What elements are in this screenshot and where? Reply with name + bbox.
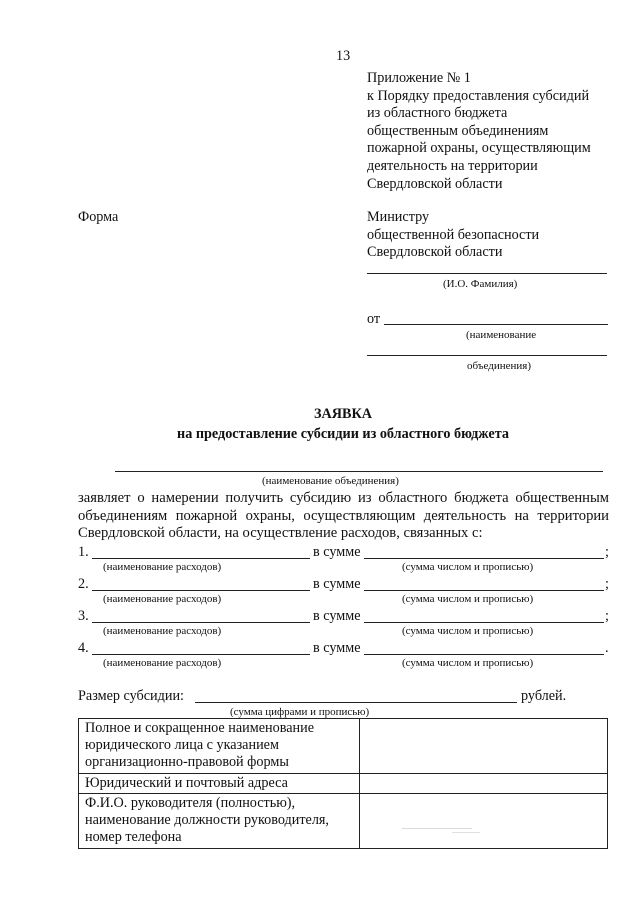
minister-name-line[interactable] (367, 273, 607, 274)
expense-number: 2. (78, 576, 89, 592)
expense-number: 4. (78, 640, 89, 656)
expense-sum-line[interactable] (364, 654, 604, 655)
expense-name-line[interactable] (92, 558, 310, 559)
addressee-block (367, 209, 539, 262)
expense-name-caption: (наименование расходов) (103, 657, 222, 669)
appendix-line: Свердловской области (367, 175, 503, 192)
addressee-line: Министру (367, 209, 430, 225)
sum-label: в сумме (313, 544, 361, 560)
row-value[interactable] (360, 774, 608, 794)
scan-noise (402, 828, 472, 829)
appendix-line: Приложение № 1 (367, 70, 471, 86)
row-end: ; (605, 608, 609, 624)
expense-name-caption: (наименование расходов) (103, 625, 222, 637)
expense-name-line[interactable] (92, 654, 310, 655)
row-end: . (605, 640, 609, 656)
expense-sum-caption: (сумма числом и прописью) (402, 561, 534, 573)
table-row (79, 794, 608, 849)
expense-sum-line[interactable] (364, 590, 604, 591)
row-value[interactable] (360, 794, 608, 849)
row-value[interactable] (360, 719, 608, 774)
subsidy-amount-line[interactable] (195, 702, 517, 703)
subsidy-label: Размер субсидии: (78, 688, 184, 704)
sum-label: в сумме (313, 576, 361, 592)
expense-sum-line[interactable] (364, 622, 604, 623)
expense-name-line[interactable] (92, 622, 310, 623)
form-label: Форма (78, 209, 119, 225)
sum-label: в сумме (313, 608, 361, 624)
row-label: Юридический и почтовый адреса (79, 774, 360, 794)
sum-label: в сумме (313, 640, 361, 656)
appendix-line: к Порядку предоставления субсидий (367, 87, 590, 104)
appendix-line: общественным объединениям (367, 122, 549, 139)
appendix-line: деятельность на территории (367, 157, 538, 174)
addressee-line: общественной безопасности (367, 226, 540, 243)
expense-sum-caption: (сумма числом и прописью) (402, 593, 534, 605)
document-title: ЗАЯВКА (314, 406, 372, 422)
appendix-line: из областного бюджета (367, 105, 508, 122)
row-end: ; (605, 576, 609, 592)
organization-info-table (78, 718, 608, 849)
subsidy-caption: (сумма цифрами и прописью) (230, 706, 370, 718)
appendix-line: пожарной охраны, осуществляющим (367, 140, 591, 157)
body-text: заявляет о намерении получить субсидию из областного бюджета общественным объединениям пожарной охраны, осуществляющим деятельность на территории Свердловской области, на осуществление расходов, связанных с: (78, 490, 609, 542)
expense-number: 1. (78, 544, 89, 560)
association-name-line[interactable] (115, 471, 603, 472)
expense-name-caption: (наименование расходов) (103, 593, 222, 605)
row-end: ; (605, 544, 609, 560)
name-caption: (И.О. Фамилия) (443, 278, 518, 290)
expense-name-caption: (наименование расходов) (103, 561, 222, 573)
appendix-block (367, 70, 591, 193)
row-label: Ф.И.О. руководителя (полностью), наименование должности руководителя, номер телефона (79, 794, 360, 849)
table-row (79, 719, 608, 774)
from-org-line[interactable] (384, 324, 608, 325)
from-label: от (367, 311, 381, 327)
expense-sum-caption: (сумма числом и прописью) (402, 657, 534, 669)
document-subtitle: на предоставление субсидии из областного бюджета (177, 426, 509, 442)
org-caption-1: (наименование (466, 329, 537, 341)
expense-name-line[interactable] (92, 590, 310, 591)
org-caption-2: объединения) (467, 360, 531, 372)
subsidy-unit: рублей. (521, 688, 567, 704)
row-label: Полное и сокращенное наименование юридического лица с указанием организационно-правовой формы (79, 719, 360, 774)
expense-number: 3. (78, 608, 89, 624)
expense-sum-line[interactable] (364, 558, 604, 559)
addressee-line: Свердловской области (367, 244, 503, 261)
association-caption: (наименование объединения) (262, 475, 399, 487)
page-number: 13 (336, 48, 351, 64)
from-org-line-2[interactable] (367, 355, 607, 356)
scan-noise (452, 832, 480, 833)
table-row (79, 774, 608, 794)
expense-sum-caption: (сумма числом и прописью) (402, 625, 534, 637)
